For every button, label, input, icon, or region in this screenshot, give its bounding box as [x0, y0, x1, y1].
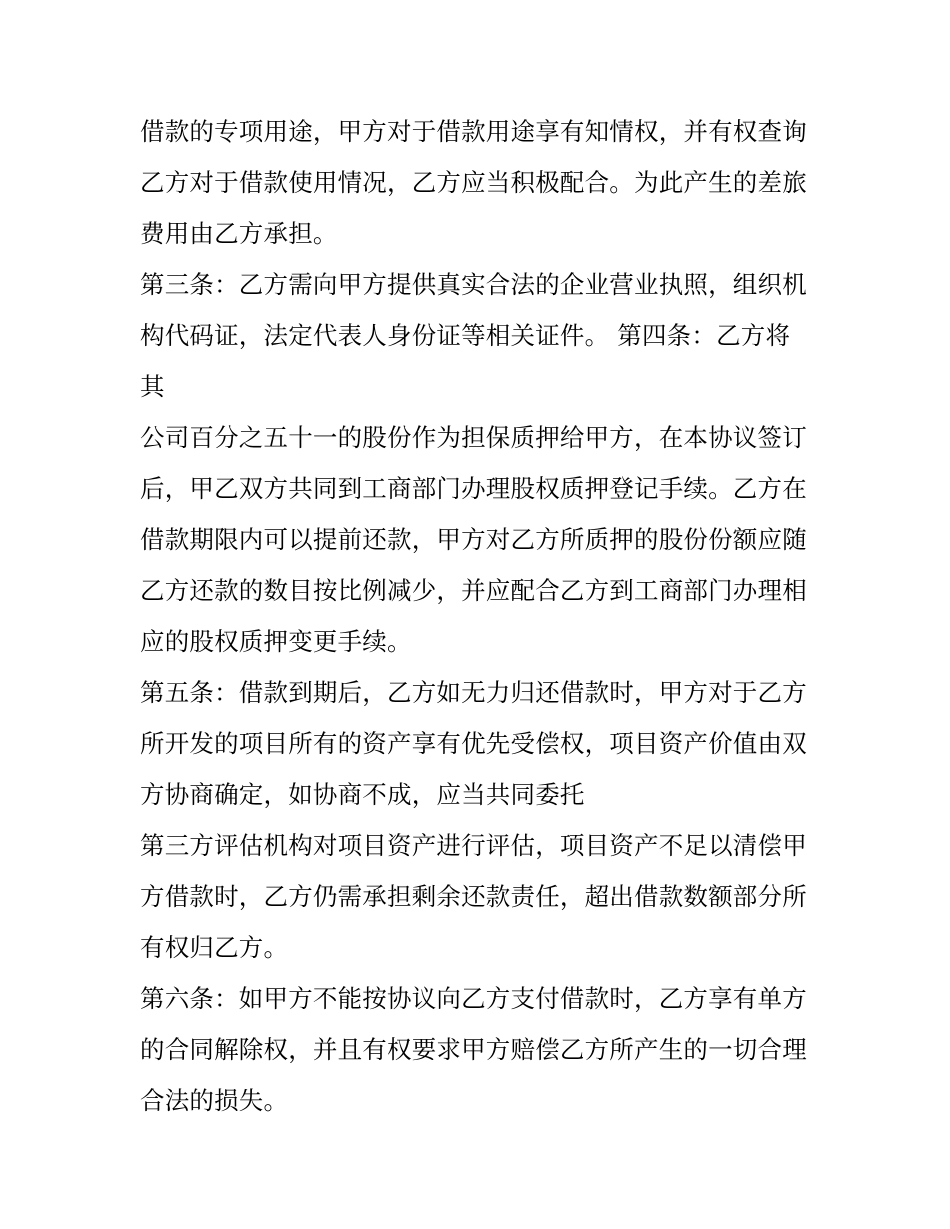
- text-line: 合法的损失。: [140, 1086, 289, 1115]
- text-line: 借款的专项用途，甲方对于借款用途享有知情权，并有权查询: [140, 117, 807, 146]
- text-line: 第五条：借款到期后，乙方如无力归还借款时，甲方对于乙方: [140, 678, 807, 707]
- text-line: 乙方还款的数目按比例减少，并应配合乙方到工商部门办理相: [140, 576, 807, 605]
- text-line: 第三方评估机构对项目资产进行评估，项目资产不足以清偿甲: [140, 831, 807, 860]
- text-line: 的合同解除权，并且有权要求甲方赔偿乙方所产生的一切合理: [140, 1035, 807, 1064]
- text-line: 公司百分之五十一的股份作为担保质押给甲方，在本协议签订: [140, 423, 807, 452]
- text-line: 有权归乙方。: [140, 933, 289, 962]
- text-line: 借款期限内可以提前还款，甲方对乙方所质押的股份份额应随: [140, 525, 807, 554]
- text-line: 费用由乙方承担。: [140, 219, 338, 248]
- text-line: 其: [140, 372, 165, 401]
- text-line: 第六条：如甲方不能按协议向乙方支付借款时，乙方享有单方: [140, 984, 807, 1013]
- text-line: 构代码证，法定代表人身份证等相关证件。 第四条：乙方将: [140, 321, 791, 350]
- text-line: 应的股权质押变更手续。: [140, 627, 412, 656]
- text-line: 第三条：乙方需向甲方提供真实合法的企业营业执照，组织机: [140, 270, 807, 299]
- text-line: 乙方对于借款使用情况，乙方应当积极配合。为此产生的差旅: [140, 168, 807, 197]
- document-body: [140, 106, 820, 1126]
- text-line: 方协商确定，如协商不成，应当共同委托: [140, 780, 585, 809]
- text-line: 后，甲乙双方共同到工商部门办理股权质押登记手续。乙方在: [140, 474, 807, 503]
- text-line: 所开发的项目所有的资产享有优先受偿权，项目资产价值由双: [140, 729, 807, 758]
- text-line: 方借款时，乙方仍需承担剩余还款责任，超出借款数额部分所: [140, 882, 807, 911]
